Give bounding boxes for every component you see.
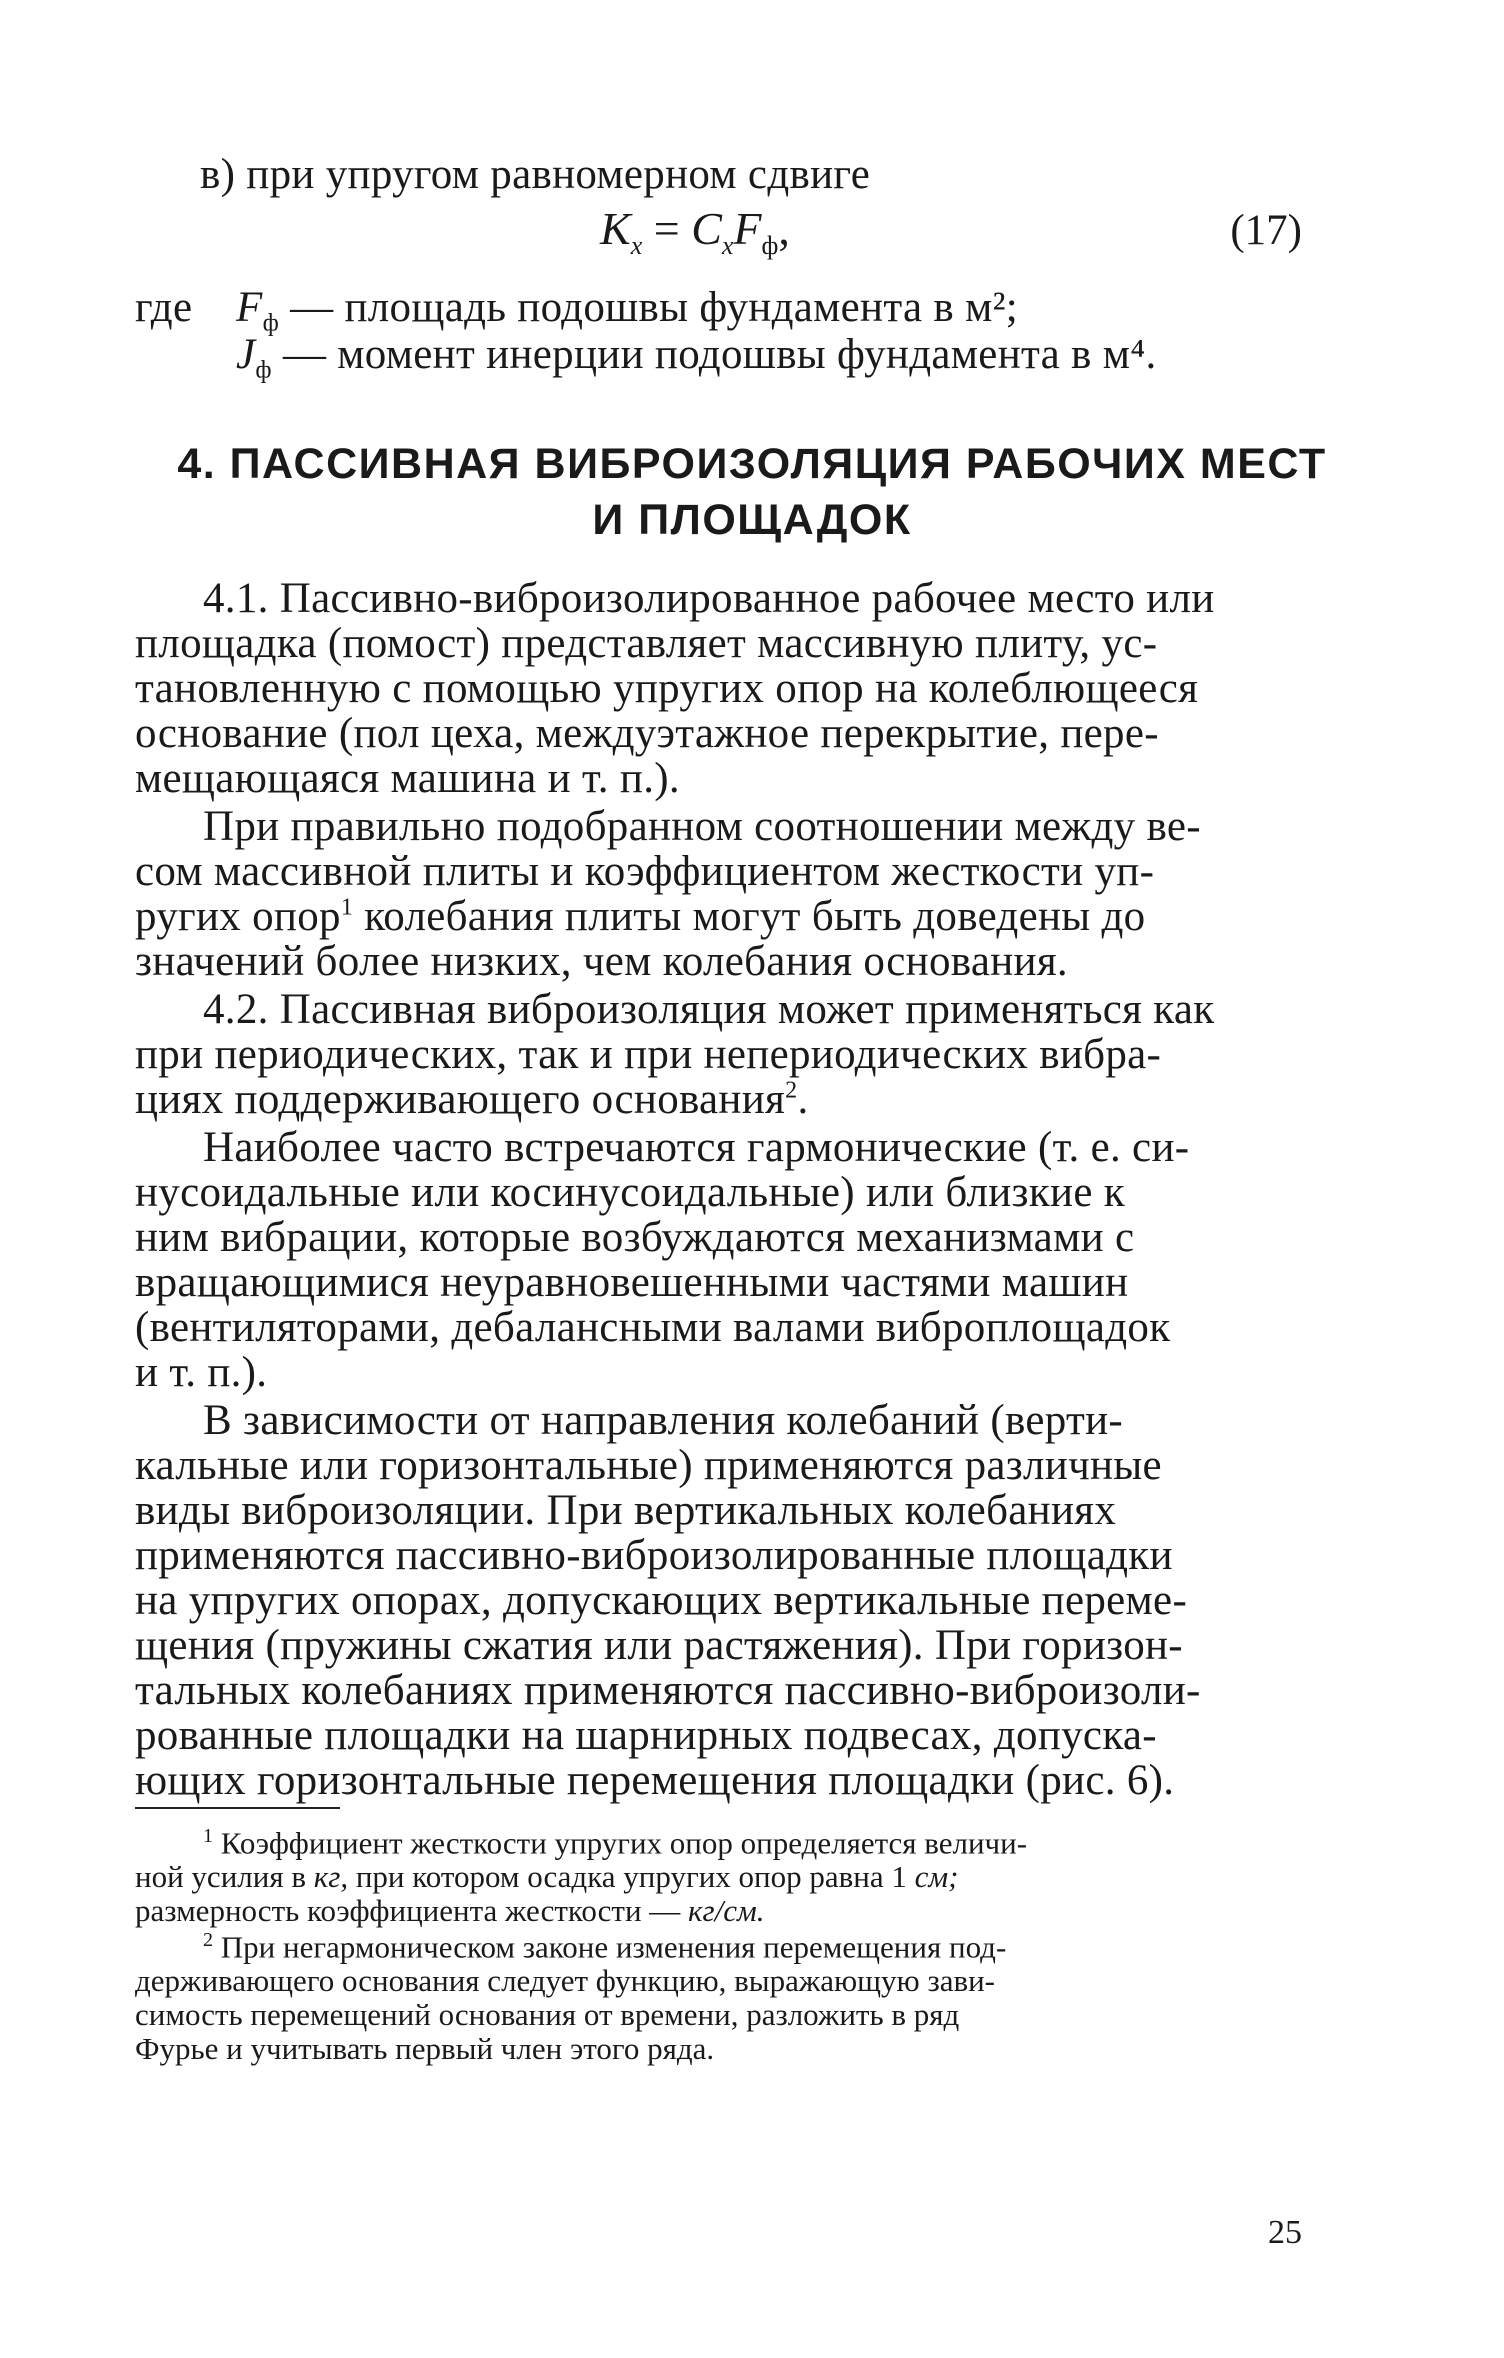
p1-line-4: основание (пол цеха, междуэтажное перекрытие, пере- — [135, 710, 1159, 757]
p4-line-2: нусоидальные или косинусоидальные) или близкие к — [135, 1169, 1125, 1216]
p1-line-5: мещающаяся машина и т. п.). — [135, 755, 680, 802]
formula-c-sub: x — [721, 231, 734, 261]
p4-line-5: (вентиляторами, дебалансными валами виброплощадок — [135, 1304, 1171, 1351]
footnote-1-mark: 1 — [203, 1825, 213, 1847]
where-f-symbol: F — [236, 284, 263, 331]
p2-line-3-end: колебания плиты могут быть доведены до — [364, 893, 1146, 940]
footnote-1-line-2: ной усилия в кг, при котором осадка упругих опор равна 1 см; — [135, 1859, 959, 1894]
section-heading-line-1: 4. ПАССИВНАЯ ВИБРОИЗОЛЯЦИЯ РАБОЧИХ МЕСТ — [177, 440, 1327, 488]
where-j-sub: ф — [255, 356, 272, 384]
p3-line-3: циях поддерживающего основания$^2$. — [135, 1076, 809, 1123]
p2-line-2: сом массивной плиты и коэффициентом жесткости уп- — [135, 848, 1155, 895]
footnote-1-line-3: размерность коэффициента жесткости — кг/см. — [135, 1893, 765, 1928]
p5-line-3: виды виброизоляции. При вертикальных колебаниях — [135, 1487, 1117, 1534]
footnote-1-line-1 — [203, 1825, 1027, 1861]
p2-line-4: значений более низких, чем колебания основания. — [135, 938, 1068, 985]
footnote-2-text-1: При негармоническом законе изменения перемещения под- — [220, 1929, 1007, 1965]
p5-line-6: щения (пружины сжатия или растяжения). При горизон- — [135, 1622, 1183, 1669]
p5-line-9: ющих горизонтальные перемещения площадки (рис. 6). — [135, 1757, 1175, 1804]
p5-line-1: В зависимости от направления колебаний (верти- — [203, 1397, 1124, 1444]
p1-line-3: тановленную с помощью упругих опор на колеблющееся — [135, 665, 1199, 712]
equation-number: (17) — [1230, 207, 1302, 254]
p4-line-6: и т. п.). — [135, 1349, 268, 1396]
p5-line-2: кальные или горизонтальные) применяются различные — [135, 1442, 1162, 1489]
formula-17 — [600, 202, 790, 261]
section-heading-line-2: И ПЛОЩАДОК — [592, 496, 912, 544]
footnote-2-line-4: Фурье и учитывать первый член этого ряда. — [135, 2031, 715, 2066]
p5-line-7: тальных колебаниях применяются пассивно-виброизоли- — [135, 1667, 1201, 1714]
p3-line-3-text: циях поддерживающего основания — [135, 1076, 786, 1123]
formula-c: C — [691, 203, 722, 254]
p4-line-3: ним вибрации, которые возбуждаются механизмами с — [135, 1214, 1135, 1261]
formula-k-sub: x — [630, 231, 643, 261]
p4-line-1: Наиболее часто встречаются гармонические (т. е. си- — [203, 1124, 1190, 1171]
p5-line-8: рованные площадки на шарнирных подвесах, допуска- — [135, 1712, 1157, 1759]
p5-line-5: на упругих опорах, допускающих вертикальные переме- — [135, 1577, 1188, 1624]
footnote-ref-1[interactable]: 1 — [340, 894, 354, 921]
where-f-text: — площадь подошвы фундамента в м²; — [279, 284, 1019, 331]
p1-line-2: площадка (помост) представляет массивную плиту, ус- — [135, 620, 1158, 667]
where-j-text: — момент инерции подошвы фундамента в м⁴. — [271, 331, 1157, 378]
p1-line-1: 4.1. Пассивно-виброизолированное рабочее место или — [203, 575, 1215, 622]
formula-tail: , — [778, 203, 790, 254]
footnote-1-text-1: Коэффициент жесткости упругих опор определяется величи- — [220, 1825, 1028, 1861]
footnote-2-line-1 — [203, 1929, 1006, 1965]
p3-line-2: при периодических, так и при непериодических вибра- — [135, 1031, 1162, 1078]
page-number: 25 — [1268, 2214, 1302, 2251]
where-word: где — [135, 284, 193, 331]
p2-line-1: При правильно подобранном соотношении между ве- — [203, 803, 1201, 850]
formula-f-sub: ф — [761, 231, 779, 261]
footnote-2-line-2: держивающего основания следует функцию, выражающую зави- — [135, 1963, 996, 1998]
footnote-2-line-3: симость перемещений основания от времени, разложить в ряд — [135, 1997, 960, 2032]
p3-line-1: 4.2. Пассивная виброизоляция может применяться как — [203, 986, 1215, 1033]
formula-f: F — [733, 203, 762, 254]
footnote-2-mark: 2 — [203, 1929, 213, 1951]
footnote-divider — [135, 1807, 340, 1809]
case-v-line: в) при упругом равномерном сдвиге — [200, 151, 871, 198]
where-f-sub: ф — [262, 309, 280, 337]
where-j-symbol: J — [236, 331, 256, 378]
p5-line-4: применяются пассивно-виброизолированные площадки — [135, 1532, 1173, 1579]
formula-k: K — [600, 203, 631, 254]
p2-line-3 — [135, 892, 1145, 941]
formula-eq: = — [642, 203, 692, 254]
footnote-ref-2[interactable]: 2 — [785, 1077, 798, 1104]
p2-line-3-start: ругих опор — [135, 893, 341, 940]
p4-line-4: вращающимися неуравновешенными частями машин — [135, 1259, 1129, 1306]
where-j-definition — [236, 330, 1157, 385]
